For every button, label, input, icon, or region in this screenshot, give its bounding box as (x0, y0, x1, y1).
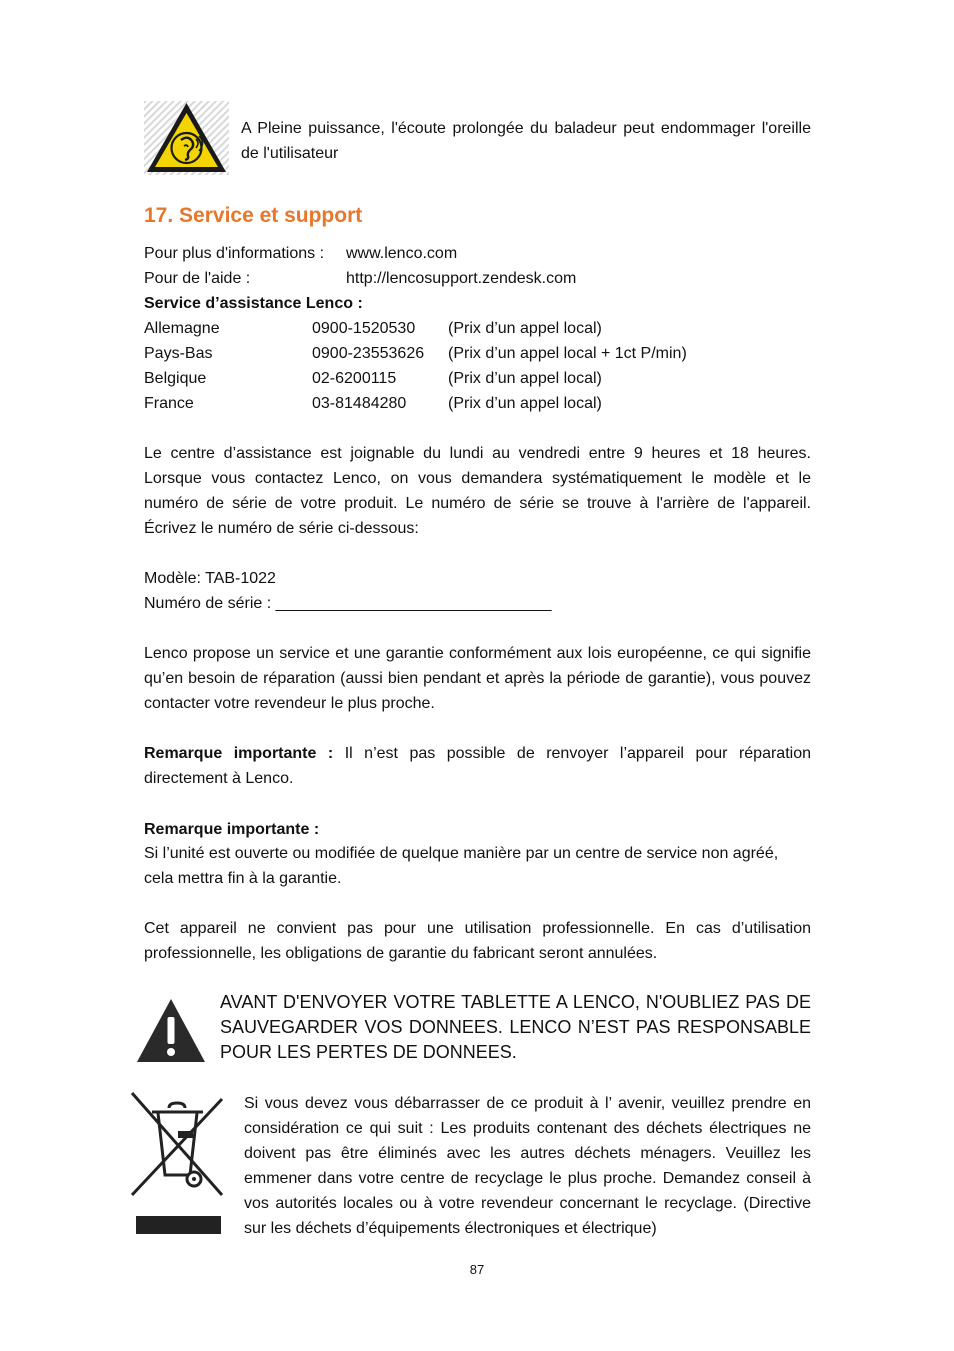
hearing-warning-icon (144, 101, 229, 175)
contact-country: Pays-Bas (144, 345, 213, 362)
contact-phone: 03-81484280 (312, 395, 407, 412)
weee-text: Si vous devez vous débarrasser de ce produit à l’ avenir, veuillez prendre en considération ce qui suit : Les produits contenant des déchets électriques ne doivent pas être éliminés avec les autres déchets ménagers. Veuillez les emmener dans votre centre de recyclage le plus proche. Demandez conseil à vos autorités locales ou à votre revendeur concernant le recyclage. (Directive sur les déchets d’équipements électroniques et électrique) (244, 1095, 811, 1237)
warranty-paragraph: Lenco propose un service et une garantie conformément aux lois européenne, ce qui signifie qu’en besoin de réparation (aussi bien pendant et après la période de garantie), vous pouvez contacter votre revendeur le plus proche. (144, 645, 811, 712)
backup-warning-text: AVANT D'ENVOYER VOTRE TABLETTE A LENCO, N'OUBLIEZ PAS DE SAUVEGARDER VOS DONNEES. LENCO N’EST PAS RESPONSABLE POUR LES PERTES DE DONNEES. (220, 992, 811, 1062)
model-line: Modèle: TAB-1022 (144, 570, 276, 587)
contact-country: France (144, 395, 194, 412)
service-title: Service d’assistance Lenco : (144, 295, 363, 312)
contact-country: Allemagne (144, 320, 220, 337)
serial-line: Numéro de série : _______________________________ (144, 595, 552, 612)
info-label: Pour plus d'informations : (144, 245, 325, 262)
contact-phone: 02-6200115 (312, 370, 397, 387)
note-1-label: Remarque importante : (144, 745, 334, 762)
section-heading: 17. Service et support (144, 204, 363, 227)
info-label: Pour de l'aide : (144, 270, 251, 287)
contact-price: (Prix d’un appel local) (448, 320, 602, 337)
hours-paragraph: Le centre d’assistance est joignable du lundi au vendredi entre 9 heures et 18 heures. Lorsque vous contactez Lenco, on vous demandera systématiquement le modèle et le numéro de série de votre produit. Le numéro de série se trouve à l'arrière de l'appareil. Écrivez le numéro de série ci-dessous: (144, 445, 811, 537)
contact-country: Belgique (144, 370, 207, 387)
note-2-label: Remarque importante : (144, 821, 320, 838)
note-1-text: Il n’est pas possible de renvoyer l’appareil pour réparation directement à Lenco. (144, 745, 811, 787)
professional-paragraph: Cet appareil ne convient pas pour une utilisation professionnelle. En cas d’utilisation professionnelle, les obligations de garantie du fabricant seront annulées. (144, 920, 811, 962)
contact-phone: 0900-23553626 (312, 345, 425, 362)
crossed-bin-icon (130, 1091, 224, 1199)
caution-triangle-icon (135, 997, 207, 1064)
note-2-text: Si l’unité est ouverte ou modifiée de quelque manière par un centre de service non agréé, cela mettra fin à la garantie. (144, 845, 779, 887)
note-1 (144, 741, 811, 791)
page-number: 87 (469, 1262, 485, 1277)
hearing-warning-text: A Pleine puissance, l'écoute prolongée du baladeur peut endommager l'oreille de l'utilisateur (241, 120, 811, 162)
website-link[interactable]: www.lenco.com (346, 245, 458, 262)
contact-phone: 0900-1520530 (312, 320, 416, 337)
weee-bar (136, 1216, 221, 1234)
contact-price: (Prix d’un appel local) (448, 370, 602, 387)
contact-price: (Prix d’un appel local) (448, 395, 602, 412)
support-link[interactable]: http://lencosupport.zendesk.com (346, 270, 577, 287)
contact-price: (Prix d’un appel local + 1ct P/min) (448, 345, 687, 362)
